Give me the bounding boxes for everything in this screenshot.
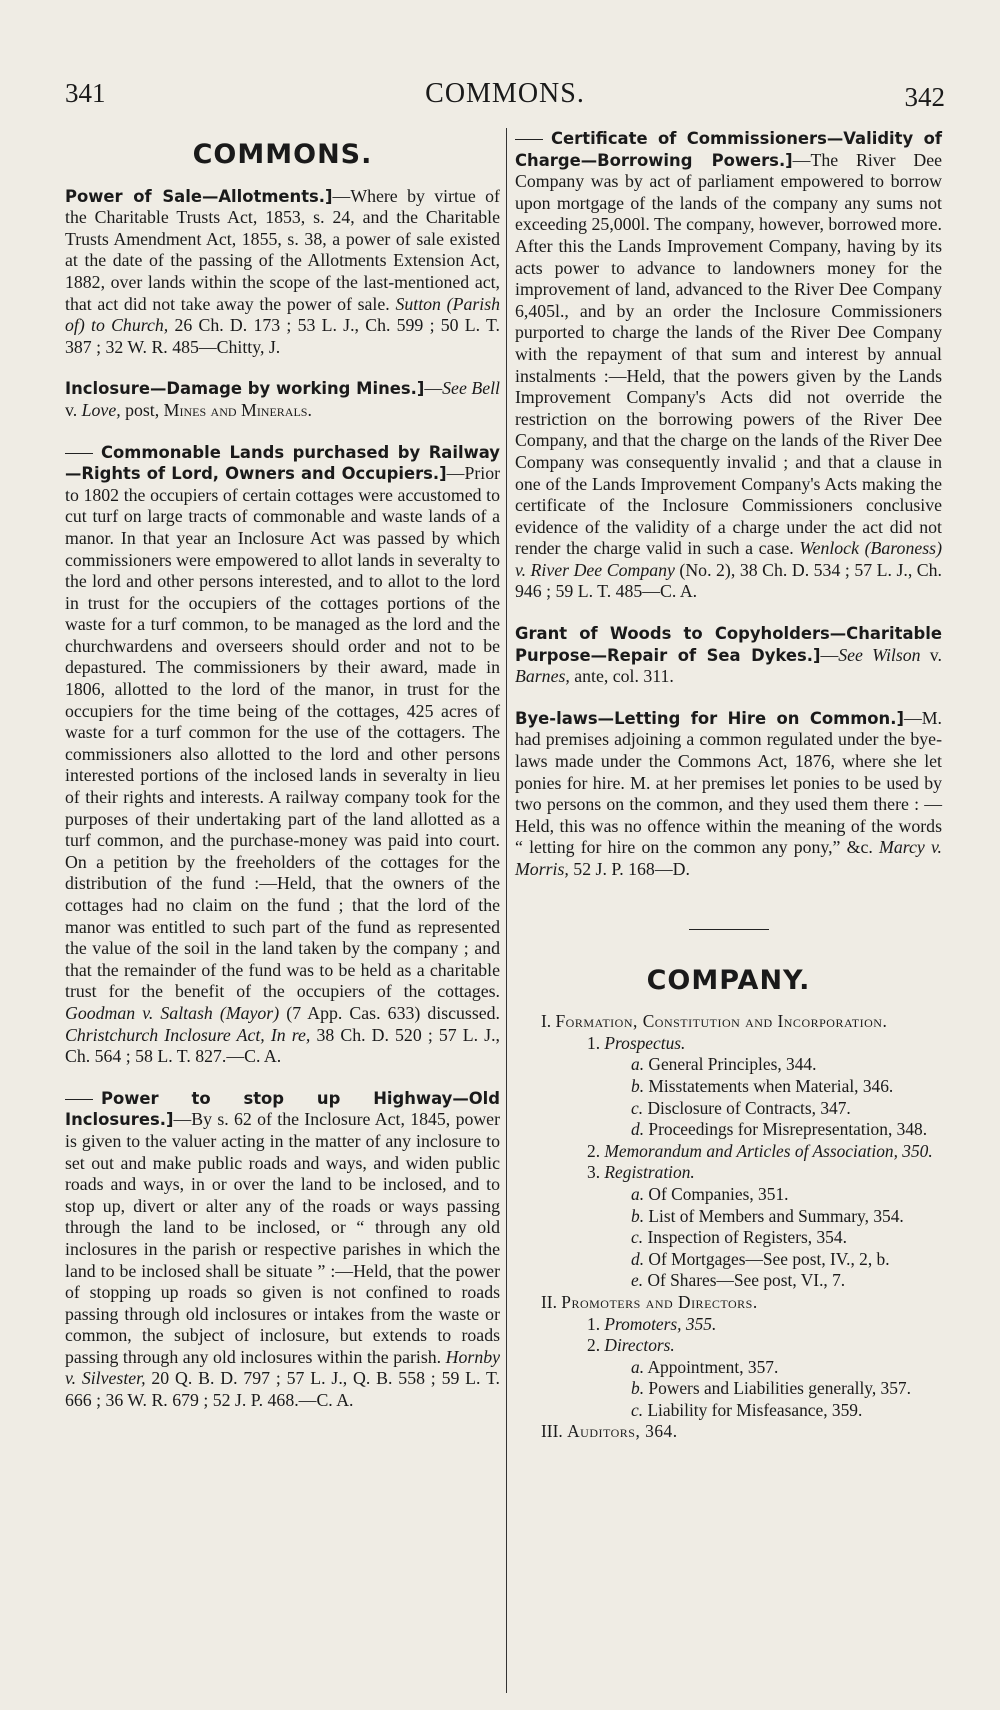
- toc-item-number: 3.: [587, 1162, 601, 1183]
- toc-item-number: b.: [631, 1205, 645, 1226]
- entry-inclosure-mines: Inclosure—Damage by working Mines.]—See Bell v. Love, post, Mines and Minerals.: [65, 378, 500, 420]
- toc-item-label: Memorandum and Articles of Association, 350.: [604, 1140, 933, 1161]
- toc-item: [587, 1141, 942, 1163]
- toc-item: [631, 1378, 942, 1400]
- toc-item: [631, 1249, 942, 1271]
- toc-item-number: d.: [631, 1248, 645, 1269]
- toc-item: [631, 1227, 942, 1249]
- toc-item: [631, 1054, 942, 1076]
- toc-item-number: c.: [631, 1227, 644, 1248]
- toc-item-label: Directors.: [604, 1335, 675, 1356]
- toc-item-number: e.: [631, 1270, 644, 1291]
- toc-item: [631, 1119, 942, 1141]
- toc-item-label: Appointment, 357.: [647, 1356, 779, 1377]
- toc-item: [631, 1098, 942, 1120]
- toc-item-label: Auditors, 364.: [567, 1421, 678, 1442]
- entry-grant-of-woods: Grant of Woods to Copyholders—Charitable Purpose—Repair of Sea Dykes.]—See Wilson v. Barnes, ante, col. 311.: [515, 624, 942, 687]
- toc-item: [587, 1314, 942, 1336]
- toc-item: [541, 1421, 942, 1443]
- toc-item-label: Misstatements when Material, 346.: [648, 1075, 894, 1096]
- toc-item-label: Prospectus.: [604, 1032, 686, 1053]
- section-title-company: COMPANY.: [646, 964, 811, 996]
- right-page-number: 342: [904, 82, 945, 112]
- section-title-commons: COMMONS.: [192, 139, 373, 170]
- toc-item-label: General Principles, 344.: [648, 1054, 817, 1075]
- entry-power-to-stop-highway: Power to stop up Highway—Old Inclosures.]—By s. 62 of the Inclosure Act, 1845, power is given to the valuer acting in the matter of any inclosure to set out and make public roads and ways, and widen public roads and ways, in or over the land to be inclosed, and to stop up, divert or alter any of the roads or ways passing through the land to be inclosed, or “ through any old inclosures in the parish or respective parishes in which the land to be inclosed shall be situate ” :—Held, that the power of stopping up roads so given is not confined to roads passing through old inclosures or intakes from the waste or common, the subject of inclosure, but extends to roads passing through any old inclosures within the parish. Hornby v. Silvester, 20 Q. B. D. 797 ; 57 L. J., Q. B. 558 ; 59 L. T. 666 ; 36 W. R. 679 ; 52 J. P. 468.—C. A.: [65, 1088, 500, 1411]
- toc-item-number: 1.: [587, 1032, 601, 1053]
- toc-item-label: Formation, Constitution and Incorporation.: [555, 1011, 888, 1032]
- toc-item: [631, 1184, 942, 1206]
- toc-item-number: I.: [541, 1011, 552, 1032]
- entry-power-of-sale: Power of Sale—Allotments.]—Where by virtue of the Charitable Trusts Act, 1853, s. 24, and the Charitable Trusts Amendment Act, 1855, s. 38, a power of sale existed at the date of the passing of the Allotments Extension Act, 1882, over lands within the scope of the last-mentioned act, that act did not take away the power of sale. Sutton (Parish of) to Church, 26 Ch. D. 173 ; 53 L. J., Ch. 599 ; 50 L. T. 387 ; 32 W. R. 485—Chitty, J.: [65, 185, 500, 357]
- toc-item-label: Proceedings for Misrepresentation, 348.: [648, 1119, 928, 1140]
- toc-item: [541, 1292, 942, 1314]
- entry-commonable-lands: Commonable Lands purchased by Railway—Rights of Lord, Owners and Occupiers.]—Prior to 1802 the occupiers of certain cottages were accustomed to cut turf on large tracts of commonable and waste lands of a manor. In that year an Inclosure Act was passed by which commissioners were empowered to allot lands in severalty to the lord and other persons interested, and to allot to the lord in trust for the occupiers of the cottages portions of the waste for a turf common, to be managed as the lord and the churchwardens and overseers should order and not to be depastured. The commissioners by their award, made in 1806, allotted to the lord of the manor, in trust for the occupiers for the time being of the cottages, 425 acres of waste for a turf common for the use of the cottagers. The commissioners also allotted to the lord and other persons interested portions of the inclosed lands in severalty in lieu of their rights and interests. A railway company took for the purposes of their undertaking part of the land allotted as a turf common, and the purchase-money was paid into court. On a petition by the freeholders of the cottages for the distribution of the fund :—Held, that the owners of the cottages had no claim on the fund ; that the lord of the manor was entitled to such part of the fund as represented the value of the soil in the land taken by the company ; and that the remainder of the fund was to be held as a charitable trust for the benefit of the occupiers of the cottages. Goodman v. Saltash (Mayor) (7 App. Cas. 633) discussed. Christchurch Inclosure Act, In re, 38 Ch. D. 520 ; 57 L. J., Ch. 564 ; 58 L. T. 827.—C. A.: [65, 442, 501, 1067]
- toc-item: [631, 1076, 942, 1098]
- toc-item-number: 2.: [587, 1140, 601, 1161]
- toc-item-label: Of Companies, 351.: [648, 1183, 789, 1204]
- toc-item-number: a.: [631, 1054, 645, 1075]
- toc-item-label: Of Mortgages—See post, IV., 2, b.: [648, 1248, 890, 1269]
- running-header: [65, 78, 945, 112]
- toc-item-number: a.: [631, 1356, 645, 1377]
- company-contents: [515, 1011, 942, 1443]
- toc-item: [631, 1270, 942, 1292]
- left-column: [65, 128, 500, 1412]
- toc-item-number: II.: [541, 1291, 557, 1312]
- toc-item: [587, 1335, 942, 1357]
- toc-item: [631, 1400, 942, 1422]
- toc-item-label: Liability for Misfeasance, 359.: [647, 1399, 863, 1420]
- entry-bye-laws: Bye-laws—Letting for Hire on Common.]—M. had premises adjoining a common regulated under the bye-laws made under the Commons Act, 1876, where she let ponies for hire. M. at her premises let ponies to be used by two persons on the common, and they used them there : — Held, this was no offence within the meaning of the words “ letting for hire on the common any pony,” &c. Marcy v. Morris, 52 J. P. 168—D.: [515, 707, 942, 879]
- toc-item-label: Of Shares—See post, VI., 7.: [647, 1270, 846, 1291]
- toc-item-label: Promoters, 355.: [604, 1313, 717, 1334]
- toc-item-number: b.: [631, 1075, 645, 1096]
- dash-rule: [65, 453, 93, 454]
- toc-item-number: 2.: [587, 1335, 601, 1356]
- section-separator: [689, 929, 769, 930]
- toc-item-number: b.: [631, 1378, 645, 1399]
- left-page-number: 341: [65, 78, 106, 108]
- toc-item-label: List of Members and Summary, 354.: [648, 1205, 904, 1226]
- toc-item: [631, 1357, 942, 1379]
- toc-item-label: Inspection of Registers, 354.: [647, 1227, 847, 1248]
- toc-item: [587, 1162, 942, 1184]
- toc-item: [541, 1011, 942, 1033]
- toc-item-number: c.: [631, 1399, 644, 1420]
- toc-item: [631, 1206, 942, 1228]
- dash-rule: [515, 139, 543, 140]
- toc-item-number: d.: [631, 1119, 645, 1140]
- column-divider: [506, 128, 507, 1693]
- toc-item-number: a.: [631, 1183, 645, 1204]
- toc-item-number: 1.: [587, 1313, 601, 1334]
- toc-item-label: Powers and Liabilities generally, 357.: [648, 1378, 911, 1399]
- toc-item-number: III.: [541, 1421, 563, 1442]
- toc-item-label: Promoters and Directors.: [561, 1291, 758, 1312]
- toc-item: [587, 1033, 942, 1055]
- toc-item-label: Registration.: [604, 1162, 695, 1183]
- right-column: [515, 128, 942, 1443]
- running-title: COMMONS.: [425, 78, 585, 109]
- toc-item-label: Disclosure of Contracts, 347.: [647, 1097, 851, 1118]
- dash-rule: [65, 1099, 93, 1100]
- toc-item-number: c.: [631, 1097, 644, 1118]
- entry-certificate-commissioners: Certificate of Commissioners—Validity of Charge—Borrowing Powers.]—The River Dee Company was by act of parliament empowered to borrow upon mortgage of the lands of the company any sums not exceeding 25,000l. The company, however, borrowed more. After this the Lands Improvement Company, having by its acts power to advance to landowners money for the improvement of land, advanced to the River Dee Company 6,405l., and by an order the Inclosure Commissioners purported to charge the lands of the River Dee Company with the repayment of that sum and interest by annual instalments :—Held, that the powers given by the Lands Improvement Company's Acts did not override the restriction on the borrowing powers of the River Dee Company, and that the charge on the lands of the River Dee Company was consequently invalid ; and that a clause in one of the Lands Improvement Company's Acts making the certificate of the Inclosure Commissioners conclusive evidence of the validity of a charge under the act did not render the charge valid in such a case. Wenlock (Baroness) v. River Dee Company (No. 2), 38 Ch. D. 534 ; 57 L. J., Ch. 946 ; 59 L. T. 485—C. A.: [515, 129, 942, 602]
